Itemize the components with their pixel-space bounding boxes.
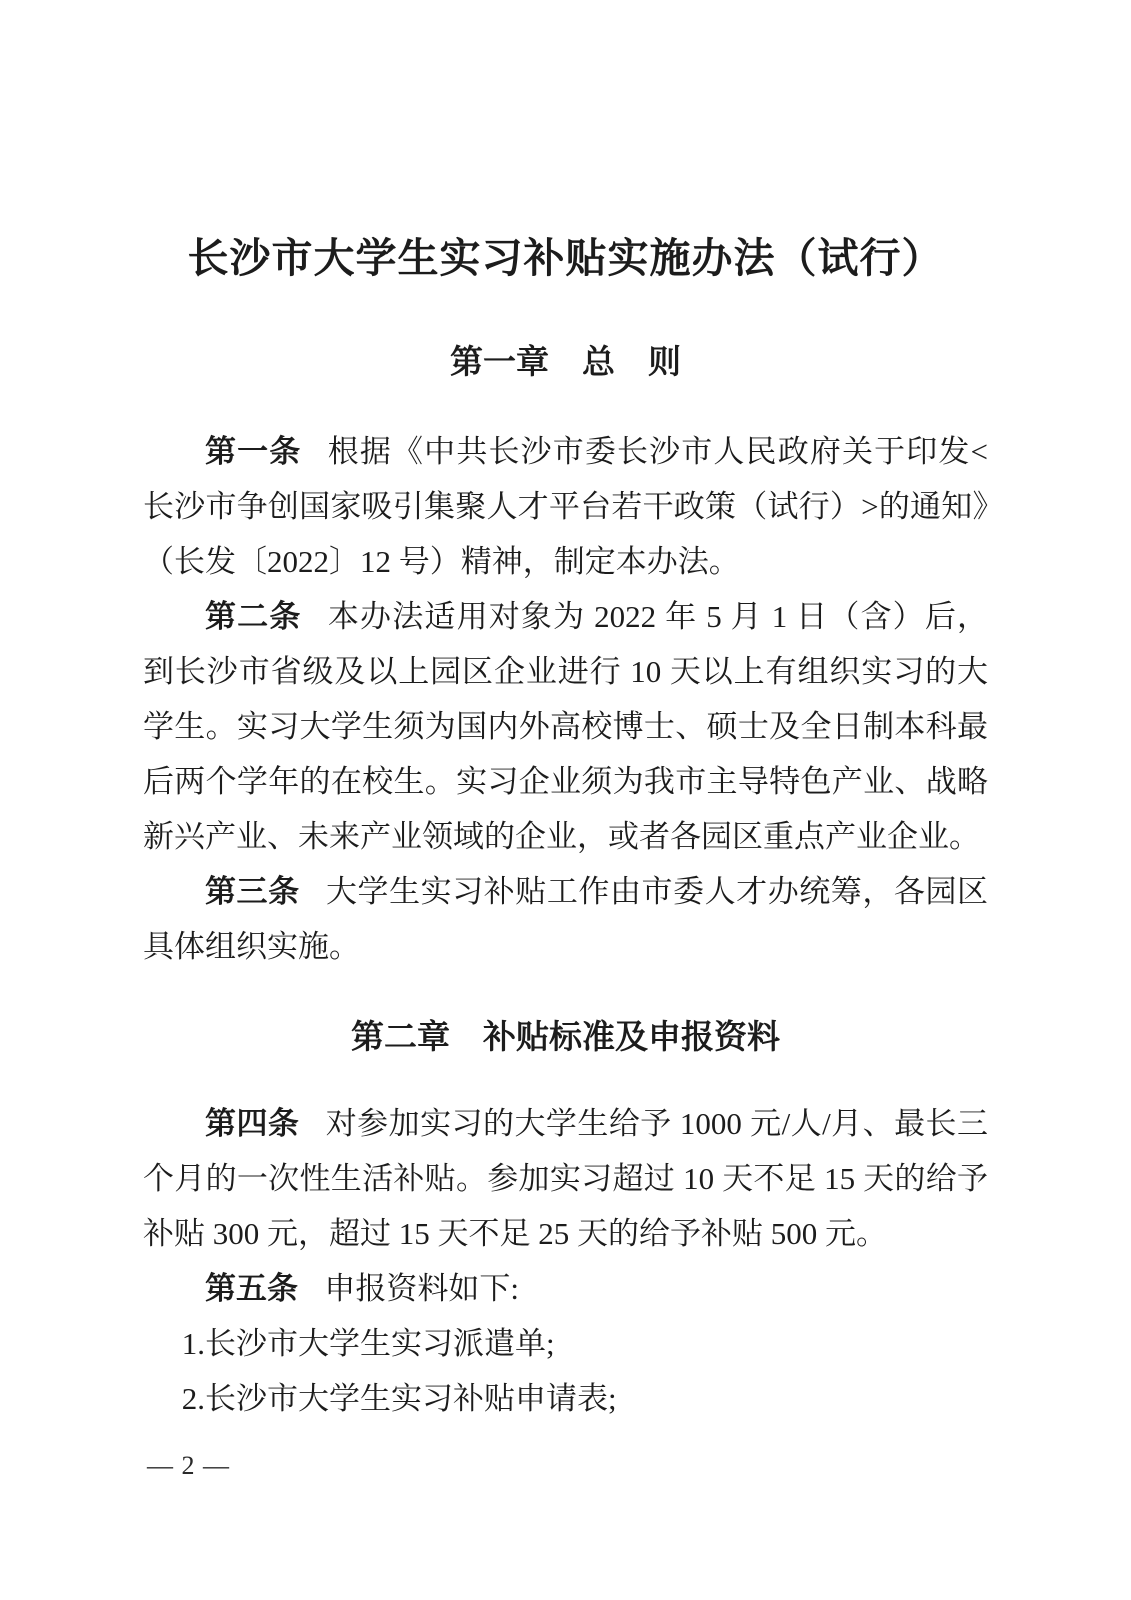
page-number: — 2 — [147, 1451, 230, 1480]
document-content [143, 0, 988, 1426]
article-3-label: 第三条 [205, 874, 300, 909]
article-4-label: 第四条 [205, 1106, 300, 1141]
article-5-paragraph [143, 1261, 988, 1316]
article-3-text: 大学生实习补贴工作由市委人才办统筹，各园区具体组织实施。 [143, 874, 989, 964]
article-2-text: 本办法适用对象为 2022 年 5 月 1 日（含）后，到长沙市省级及以上园区企业进行 10 天以上有组织实习的大学生。实习大学生须为国内外高校博士、硕士及全日制本科最后两个学年的在校生。实习企业须为我市主导特色产业、战略新兴产业、未来产业领域的企业，或者各园区重点产业企业。 [143, 599, 989, 854]
required-document-item-1: 1.长沙市大学生实习派遣单; [181, 1326, 555, 1361]
article-1-text: 根据《中共长沙市委长沙市人民政府关于印发<长沙市争创国家吸引集聚人才平台若干政策（试行）>的通知》（长发〔2022〕12 号）精神，制定本办法。 [143, 434, 989, 579]
chapter-2-heading: 第二章 补贴标准及申报资料 [351, 1018, 780, 1055]
chapter-1-heading: 第一章 总 则 [450, 343, 681, 380]
article-4-paragraph [143, 1096, 988, 1261]
article-2-paragraph [143, 589, 988, 864]
article-1-label: 第一条 [205, 434, 302, 469]
article-4-text: 对参加实习的大学生给予 1000 元/人/月、最长三个月的一次性生活补贴。参加实习超过 10 天不足 15 天的给予补贴 300 元，超过 15 天不足 25 天的给予补贴 500 元。 [143, 1106, 988, 1251]
article-2-label: 第二条 [205, 599, 302, 634]
required-document-item-2: 2.长沙市大学生实习补贴申请表; [181, 1381, 617, 1416]
article-1-paragraph [143, 424, 988, 589]
article-5-label: 第五条 [205, 1271, 298, 1306]
article-5-text: 申报资料如下: [324, 1271, 519, 1306]
article-3-paragraph [143, 864, 988, 974]
document-title: 长沙市大学生实习补贴实施办法（试行） [187, 235, 944, 281]
